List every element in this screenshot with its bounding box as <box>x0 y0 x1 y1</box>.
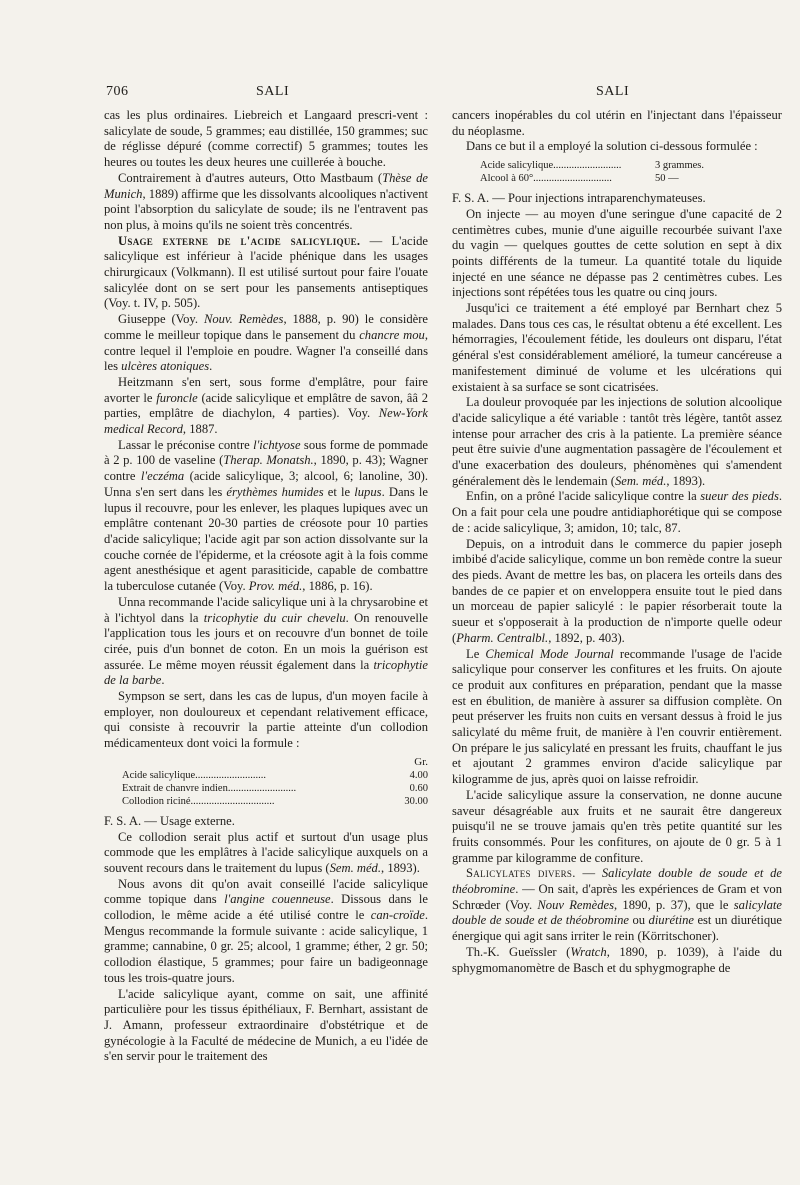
left-column <box>104 108 428 1065</box>
paragraph: Unna recommande l'acide salicylique uni à la chrysarobine et à l'ichtyol dans la tricophytie du cuir chevelu. On renouvelle l'application tous les jours et on recouvre d'un bonnet de toile cirée, puis d'un bonnet de coton. En un mois la guérison est assurée. Le même moyen réussit également dans la tricophytie de la barbe. <box>104 594 428 688</box>
paragraph: Jusqu'ici ce traitement a été employé par Bernhart chez 5 malades. Dans tous ces cas, le résultat obtenu a été excellent. Les hémorragies, l'écoulement fétide, les douleurs ont disparu, l'état général s'est considérablement amélioré, la tumeur cancéreuse a manifestement diminué de volume et les ulcérations qui existaient à sa surface se sont cicatrisées. <box>452 301 782 394</box>
paragraph: Heitzmann s'en sert, sous forme d'emplâtre, pour faire avorter le furoncle (acide salicylique et emplâtre de savon, ââ 2 parties, emplâtre de diachylon, 4 parties). Voy. New-York medical Record, 1887. <box>104 374 429 437</box>
page-number: 706 <box>106 84 129 99</box>
paragraph: Le Chemical Mode Journal recommande l'usage de l'acide salicylique pour conserver les confitures et les fruits. On ajoute ce produit aux confitures en préparation, pendant que la masse est en ébulition, de manière à assurer sa diffusion complète. On peut préserver les fruits non cuits en versant dessus à froid le jus salicylaté du même fruit, de manière à l'en couvrir entièrement. On prépare le jus salicylaté en pressant les fruits, chauffant le jus et ajoutant 2 grammes environ d'acide salicylique par kilogramme de jus, après quoi on laisse refroidir. <box>452 646 782 787</box>
formula-row: Alcool à 60°.............................. 50 — <box>480 173 679 185</box>
paragraph: F. S. A. — Usage externe. <box>104 813 235 828</box>
paragraph: Salicylates divers. — Salicylate double de soude et de théobromine. — On sait, d'après les expériences de Gram et von Schrœder (Voy. Nouv Remèdes, 1890, p. 37), que le salicylate double de soude et de théobromine ou diurétine est un diurétique énergique qui agit sans irriter le rein (Körritschoner). <box>452 866 783 944</box>
section-heading: Salicylates divers. <box>466 866 576 881</box>
paragraph: Contrairement à d'autres auteurs, Otto Mastbaum (Thèse de Munich, 1889) affirme que les dissolvants alcooliques n'activent point l'absorption du salicylate de soude; ils ne l'entravent pas non plus, à moins qu'ils ne soient très concentrés. <box>104 170 429 232</box>
formula-unit-header: Gr. <box>414 755 428 768</box>
paragraph: Enfin, on a prôné l'acide salicylique contre la sueur des pieds. On a fait pour cela une poudre antidiaphorétique qui se compose de : acide salicylique, 3; amidon, 10; talc, 87. <box>452 489 783 535</box>
right-column <box>452 108 782 976</box>
left-running-title: SALI <box>256 84 290 99</box>
formula-row: Acide salicylique.......................... 3 grammes. <box>480 160 704 172</box>
paragraph: cancers inopérables du col utérin en l'injectant dans l'épaisseur du néoplasme. <box>452 108 782 138</box>
page-header <box>106 84 760 104</box>
paragraph: Lassar le préconise contre l'ichtyose sous forme de pommade à 2 p. 100 de vaseline (Therap. Monatsh., 1890, p. 43); Wagner contre l'eczéma (acide salicylique, 3; alcool, 6; lanoline, 30). Unna s'en sert dans les érythèmes humides et le lupus. Dans le lupus il recouvre, pour les enlever, les plaques lupiques avec un emplâtre contenant 20-30 parties de créosote pour 10 parties d'acide salicylique; l'acide agit par son action dissolvante sur la couche cornée de l'épiderme, et la créosote agit à la fois comme agent anesthésique et agent parasiticide, capable de combattre la tuberculose cutanée (Voy. Prov. méd., 1886, p. 16). <box>104 437 429 594</box>
formula-table <box>480 159 730 185</box>
section-heading: Usage externe de l'acide salicylique. <box>118 233 361 248</box>
paragraph: Dans ce but il a employé la solution ci-dessous formulée : <box>466 139 758 154</box>
paragraph: Th.-K. Gueïssler (Wratch, 1890, p. 1039), à l'aide du sphygmomanomètre de Basch et du sphygmographe de <box>452 944 782 975</box>
paragraph: L'acide salicylique assure la conservation, ne donne aucune saveur désagréable aux fruits et ne saurait être dangereux puisqu'il ne se trouve jamais qu'en très petite quantité sur les fruits consommés. Pour les confitures, on ajoute de 0 gr. 5 à 1 gramme par kilogramme de confiture. <box>452 787 782 865</box>
formula-row: Collodion riciné................................ 30.00 <box>122 795 428 807</box>
paragraph: F. S. A. — Pour injections intraparenchymateuses. <box>452 191 706 206</box>
paragraph: Giuseppe (Voy. Nouv. Remèdes, 1888, p. 90) le considère comme le meilleur topique dans le pansement du chancre mou, contre lequel il l'emploie en poudre. Wagner l'a conseillé dans les ulcères atoniques. <box>104 312 429 374</box>
formula-row: Acide salicylique........................... 4.00 <box>122 769 428 781</box>
paragraph: Sympson se sert, dans les cas de lupus, d'un moyen facile à employer, non douloureux et cependant relativement efficace, qui consiste à recouvrir la partie atteinte d'un collodion médicamenteux dont voici la formule : <box>104 689 428 751</box>
right-running-title: SALI <box>596 84 630 99</box>
paragraph: Ce collodion serait plus actif et surtout d'un usage plus commode que les emplâtres à l'acide salicylique auxquels on a souvent recours dans le traitement du lupus (Sem. méd., 1893). <box>104 829 428 875</box>
paragraph: cas les plus ordinaires. Liebreich et Langaard prescri-vent : salicylate de soude, 5 grammes; eau distillée, 150 grammes; suc de réglisse dépuré (comme correctif) 5 grammes; toutes les heures ou toutes les deux heures une cuillerée à bouche. <box>104 108 428 170</box>
formula-row: Extrait de chanvre indien.......................... 0.60 <box>122 782 428 794</box>
paragraph: Depuis, on a introduit dans le commerce du papier joseph imbibé d'acide salicylique, comme un bon remède contre la sueur des pieds. Avant de mettre les bas, on placera les orteils dans des bandes de ce papier et on enveloppera ensuite tout le pied dans un morceau de papier salicylé : le papier résorberait toute la sueur et s'opposerait à la production de n'importe quelle odeur (Pharm. Centralbl., 1892, p. 403). <box>452 536 782 645</box>
paragraph: Nous avons dit qu'on avait conseillé l'acide salicylique comme topique dans l'angine couenneuse. Dissous dans le collodion, le même acide a été utilisé contre le can-croïde. Mengus recommande la formule suivante : acide salicylique, 1 gramme; cannabine, 0 gr. 25; alcool, 1 gramme; éther, 2 gr. 50; collodion élastique, 5 grammes; pour faire un badigeonnage tous les trois-quatre jours. <box>104 876 428 985</box>
formula-table <box>122 756 428 808</box>
paragraph: La douleur provoquée par les injections de solution alcoolique d'acide salicylique a été variable : tantôt très légère, tantôt assez intense pour arracher des cris à la patiente. La première séance peut être suivie d'une augmentation passagère de l'écoulement et d'une exacerbation des douleurs, phénomènes qui s'amendent généralement dès le lendemain (Sem. méd., 1893). <box>452 395 782 488</box>
paragraph: L'acide salicylique ayant, comme on sait, une affinité particulière pour les tissus épithéliaux, F. Bernhart, assistant de J. Amann, professeur extraordinaire d'obstétrique et de gynécologie à la Faculté de médecine de Munich, a eu l'idée de s'en servir pour le traitement des <box>104 986 428 1064</box>
paragraph: Usage externe de l'acide salicylique. — L'acide salicylique est inférieur à l'acide phénique dans les usages chirurgicaux (Volkmann). Il est utilisé surtout pour faire l'ouate salicylée dont on se sert pour les pansements antiseptiques (Voy. t. IV, p. 505). <box>104 233 429 311</box>
paragraph: On injecte — au moyen d'une seringue d'une capacité de 2 centimètres cubes, munie d'une aiguille recourbée suivant l'axe du vagin — quelques gouttes de cette solution en sept à dix points différents de la tumeur. La quantité totale du liquide injecté en une séance ne dépasse pas 2 centimètres cubes. Les injections sont répétées tous les quatre ou cinq jours. <box>452 206 782 300</box>
